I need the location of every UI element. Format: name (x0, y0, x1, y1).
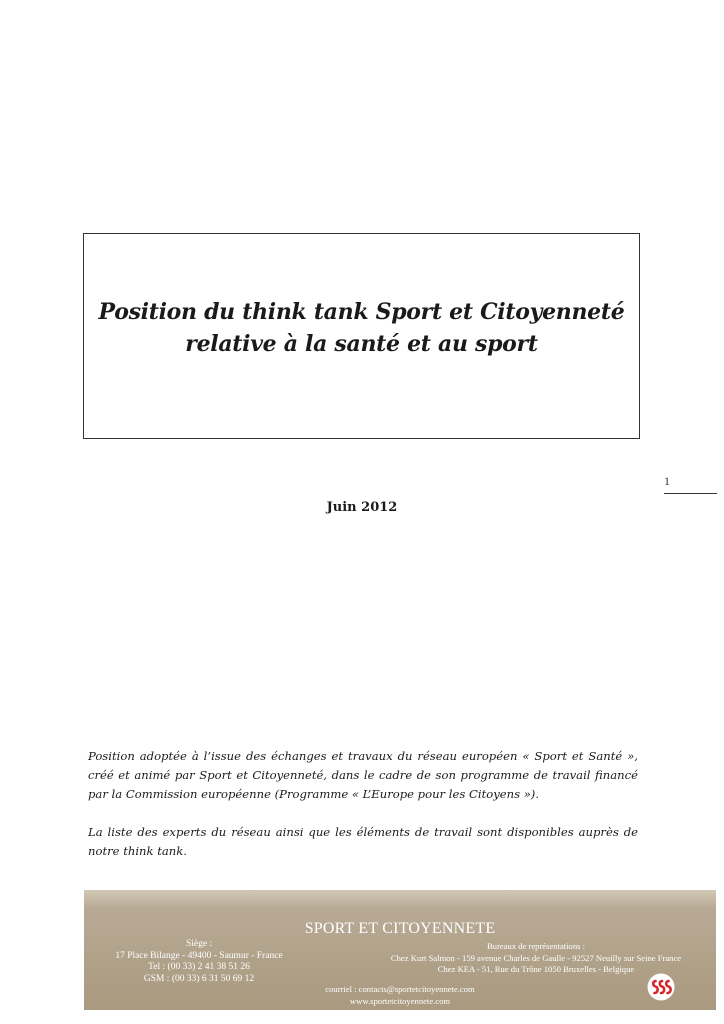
bureaux-label: Bureaux de représentations : (486, 941, 586, 951)
siege-gsm: GSM : (00 33) 6 31 50 69 12 (143, 973, 255, 984)
siege-address: 17 Place Bilange - 49400 - Saumur - France (115, 950, 283, 961)
contact-email[interactable]: courriel : contacts@sportetcitoyennete.com (325, 984, 475, 994)
sss-logo-icon (647, 973, 675, 1001)
footer-band (84, 890, 716, 1010)
footer-contact (84, 983, 716, 1007)
page-number-rule (664, 493, 717, 494)
footer-bureaux (366, 941, 706, 976)
footer-brand: SPORT ET CITOYENNETE (304, 920, 496, 937)
paragraph-1: Position adoptée à l’issue des échanges et travaux du réseau européen « Sport et Santé », créé et animé par Sport et Citoyenneté, dans le cadre de son programme de travail financé par la Commission européenne (Programme « L’Europe pour les Citoyens »). (88, 749, 638, 801)
bureaux-paris: Chez Kurt Salmon - 159 avenue Charles de Gaulle - 92527 Neuilly sur Seine France (390, 952, 682, 963)
title-box (83, 233, 640, 439)
footer-siege (84, 939, 314, 985)
page-number: 1 (664, 474, 670, 488)
body-text (88, 747, 638, 880)
document-date: Juin 2012 (326, 500, 398, 515)
title-line-2: relative à la santé et au sport (185, 331, 538, 357)
siege-tel: Tel : (00 33) 2 41 38 51 26 (148, 962, 250, 972)
paragraph-2: La liste des experts du réseau ainsi que les éléments de travail sont disponibles auprès de notre think tank. (88, 825, 638, 858)
bureaux-bruxelles: Chez KEA - 51, Rue du Trône 1050 Bruxelles - Belgique (437, 964, 635, 974)
title-line-1: Position du think tank Sport et Citoyenneté (98, 299, 625, 325)
document-title (84, 296, 639, 360)
contact-website[interactable]: www.sportetcitoyennete.com (349, 996, 451, 1006)
siege-label: Siège : (185, 939, 213, 949)
